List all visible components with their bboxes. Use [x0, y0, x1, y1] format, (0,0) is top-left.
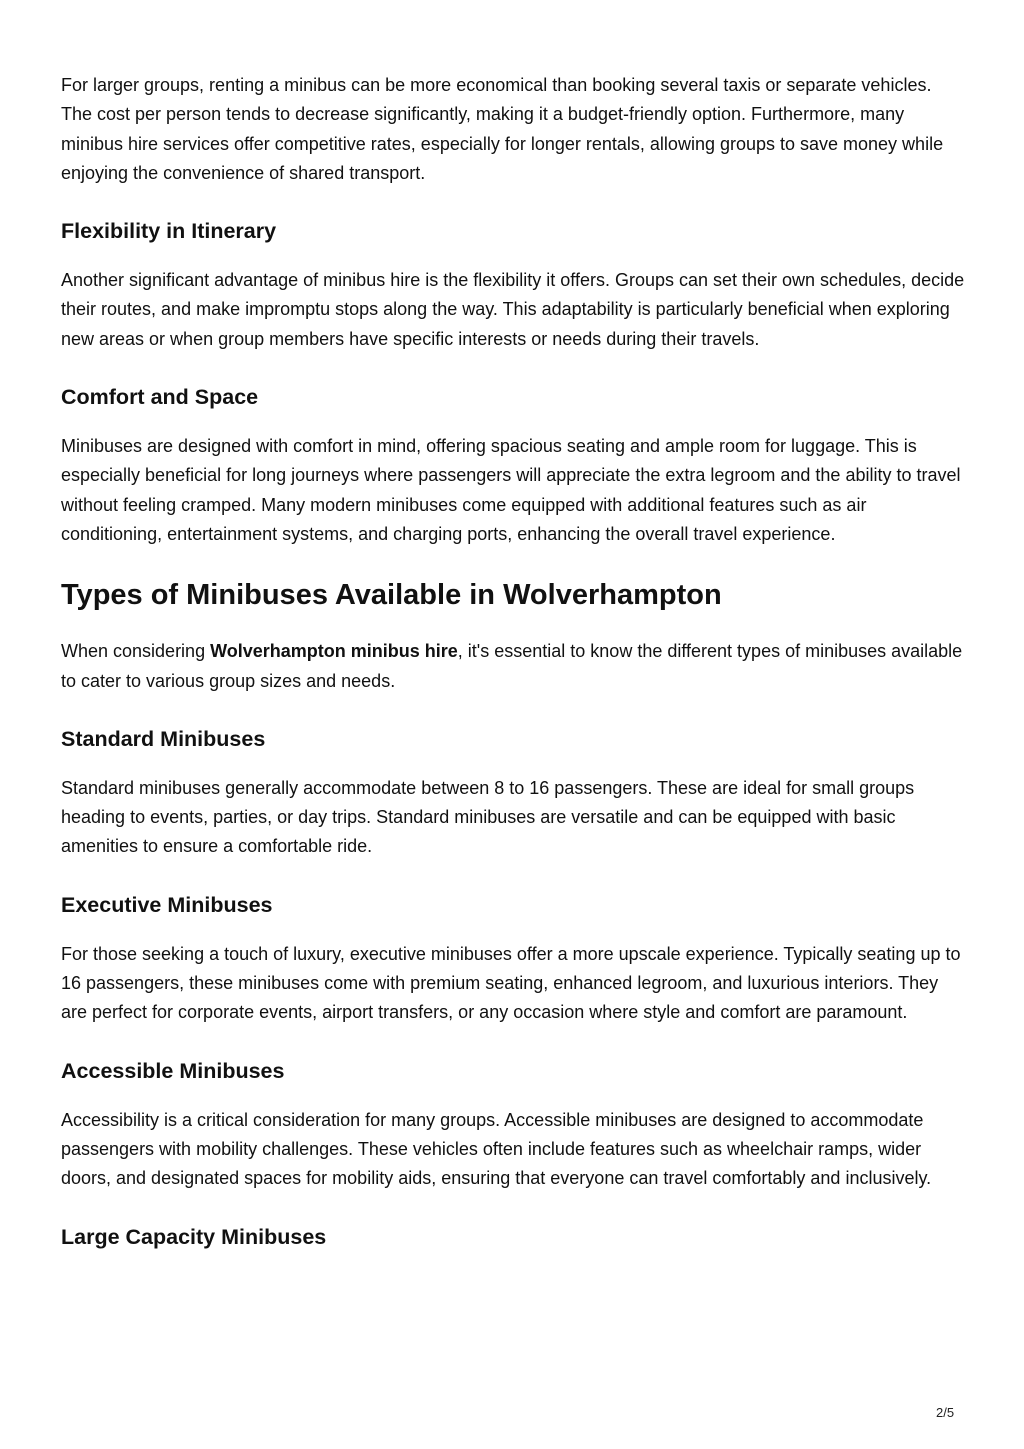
- intro-paragraph: For larger groups, renting a minibus can be more economical than booking several taxis or separate vehicles. The cost per person tends to decrease significantly, making it a budget-friendly option. Furthermore, many minibus hire services offer competitive rates, especially for longer rentals, allowing groups to save money while enjoying the convenience of shared transport.: [61, 75, 944, 183]
- types-intro-bold-keyword: Wolverhampton minibus hire: [210, 641, 458, 662]
- flexibility-paragraph: Another significant advantage of minibus hire is the flexibility it offers. Groups can set their own schedules, decide their routes, and make impromptu stops along the way. This adaptability is particularly beneficial when exploring new areas or when group members have specific interests or needs during their travels.: [61, 270, 965, 349]
- flexibility-heading: Flexibility in Itinerary: [61, 219, 277, 244]
- executive-heading: Executive Minibuses: [61, 892, 273, 917]
- types-intro-text-before: When considering: [61, 641, 211, 662]
- standard-paragraph: Standard minibuses generally accommodate between 8 to 16 passengers. These are ideal for small groups heading to events, parties, or day trips. Standard minibuses are versatile and can be equipped with basic amenities to ensure a comfortable ride.: [61, 777, 915, 857]
- types-intro-paragraph: [61, 637, 966, 696]
- executive-paragraph: For those seeking a touch of luxury, executive minibuses offer a more upscale experience. Typically seating up to 16 passengers, these minibuses come with premium seating, enhanced legroom, and luxurious interiors. They are perfect for corporate events, airport transfers, or any occasion where style and comfort are paramount.: [61, 943, 961, 1023]
- large-capacity-heading: Large Capacity Minibuses: [61, 1224, 327, 1249]
- page-number: 2/5: [936, 1405, 955, 1420]
- accessible-heading: Accessible Minibuses: [61, 1058, 285, 1083]
- comfort-heading: Comfort and Space: [61, 385, 259, 410]
- document-page: [61, 71, 966, 1250]
- accessible-paragraph: Accessibility is a critical consideration for many groups. Accessible minibuses are designed to accommodate passengers with mobility challenges. These vehicles often include features such as wheelchair ramps, wider doors, and designated spaces for mobility aids, ensuring that everyone can travel comfortably and inclusively.: [61, 1109, 932, 1189]
- comfort-paragraph: Minibuses are designed with comfort in mind, offering spacious seating and ample room for luggage. This is especially beneficial for long journeys where passengers will appreciate the extra legroom and the ability to travel without feeling cramped. Many modern minibuses come equipped with additional features such as air conditioning, entertainment systems, and charging ports, enhancing the overall travel experience.: [61, 436, 961, 544]
- types-section-heading: Types of Minibuses Available in Wolverhampton: [61, 579, 722, 612]
- types-intro-text-after: , it's essential to know the different types of minibuses available to cater to various group sizes and needs.: [61, 641, 963, 691]
- standard-heading: Standard Minibuses: [61, 726, 266, 751]
